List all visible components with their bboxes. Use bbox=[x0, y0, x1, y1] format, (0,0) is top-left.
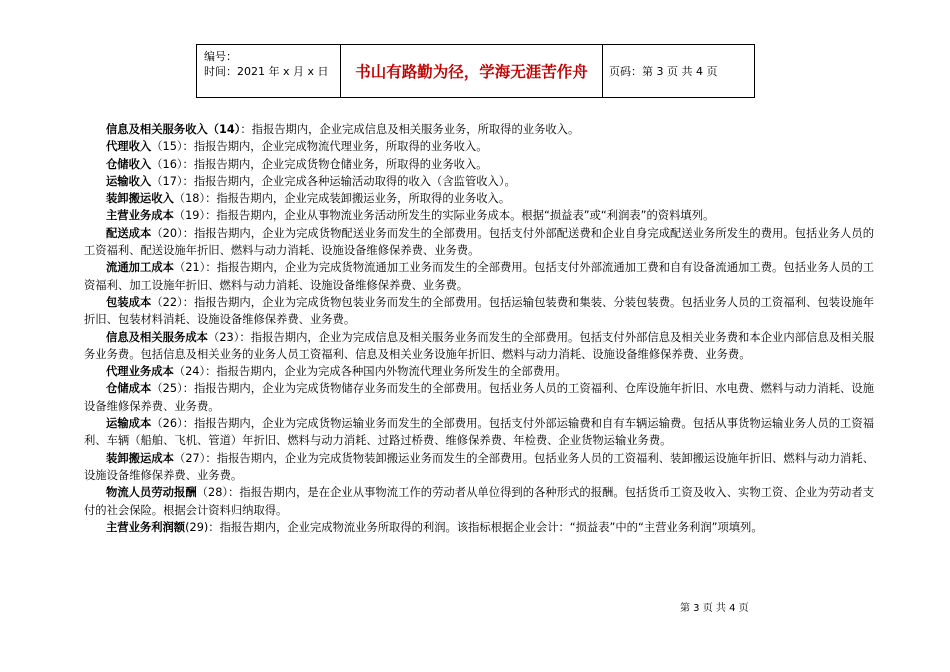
definition-paragraph bbox=[84, 380, 874, 415]
page-footer: 第 3 页 共 4 页 bbox=[680, 603, 749, 614]
definition-term: 物流人员劳动报酬 bbox=[106, 486, 197, 500]
definition-term: 主营业务成本 bbox=[106, 209, 174, 223]
definition-term: 装卸搬运收入 bbox=[106, 192, 174, 206]
definition-paragraph bbox=[84, 294, 874, 329]
definition-paragraph bbox=[84, 121, 874, 138]
definition-paragraph bbox=[84, 415, 874, 450]
header-motto: 书山有路勤为径，学海无涯苦作舟 bbox=[341, 45, 603, 97]
definition-paragraph bbox=[84, 484, 874, 519]
definition-text: (29)：指报告期内，企业完成物流业务所取得的利润。该指标根据企业会计：“损益表”中的“主营业务利润”项填列。 bbox=[185, 520, 763, 534]
definition-term: 信息及相关服务成本 bbox=[106, 330, 208, 344]
definition-text: （25）：指报告期内，企业为完成货物储存业务而发生的全部费用。包括业务人员的工资福利、仓库设施年折旧、水电费、燃料与动力消耗、设施设备维修保养费、业务费。 bbox=[84, 382, 874, 413]
definition-term: 仓储成本 bbox=[106, 382, 152, 396]
definition-text: （15）：指报告期内，企业完成物流代理业务，所取得的业务收入。 bbox=[151, 140, 488, 154]
definition-paragraph bbox=[84, 190, 874, 207]
definition-paragraph bbox=[84, 173, 874, 190]
definition-term: 运输收入 bbox=[106, 174, 152, 188]
document-date: 时间：2021 年 x 月 x 日 bbox=[204, 65, 329, 78]
definition-paragraph bbox=[84, 519, 874, 536]
header-meta bbox=[197, 45, 341, 97]
definition-text: （22）：指报告期内，企业为完成货物包装业务而发生的全部费用。包括运输包装费和集装、分装包装费。包括业务人员的工资福利、包装设施年折旧、包装材料消耗、设施设备维修保养费、业务费。 bbox=[84, 295, 874, 327]
definition-text: （24）：指报告期内，企业为完成各种国内外物流代理业务所发生的全部费用。 bbox=[173, 365, 567, 379]
document-number-label: 编号： bbox=[204, 50, 237, 63]
definition-term: 信息及相关服务收入（14） bbox=[106, 123, 241, 136]
definition-text: ：指报告期内，企业完成信息及相关服务业务，所取得的业务收入。 bbox=[240, 123, 580, 136]
definition-text: （16）：指报告期内，企业完成货物仓储业务，所取得的业务收入。 bbox=[151, 157, 488, 171]
definition-term: 代理收入 bbox=[106, 140, 152, 154]
definition-paragraph bbox=[84, 207, 874, 224]
definition-term: 仓储收入 bbox=[106, 157, 152, 171]
definition-paragraph bbox=[84, 225, 874, 260]
definition-term: 装卸搬运成本 bbox=[106, 451, 174, 465]
definition-paragraph bbox=[84, 450, 874, 485]
definition-term: 主营业务利润额 bbox=[106, 520, 186, 534]
definition-text: （27）：指报告期内，企业为完成货物装卸搬运业务而发生的全部费用。包括业务人员的工资福利、装卸搬运设施年折旧、燃料与动力消耗、设施设备维修保养费、业务费。 bbox=[84, 451, 874, 482]
definition-term: 运输成本 bbox=[106, 417, 152, 431]
definition-text: （28）：指报告期内，是在企业从事物流工作的劳动者从单位得到的各种形式的报酬。包括货币工资及收入、实物工资、企业为劳动者支付的社会保险。根据会计资料归纳取得。 bbox=[84, 486, 874, 517]
definition-text: （23）：指报告期内，企业为完成信息及相关服务业务而发生的全部费用。包括支付外部信息及相关业务费和本企业内部信息及相关服务业务费。包括信息及相关业务的业务人员工资福利、信息及相关业务设施年折旧、燃料与动力消耗、设施设备维修保养费、业务费。 bbox=[84, 330, 874, 361]
definition-text: （19）：指报告期内，企业从事物流业务活动所发生的实际业务成本。根据“损益表”或“利润表”的资料填列。 bbox=[173, 209, 715, 223]
definition-term: 包装成本 bbox=[106, 295, 152, 309]
definition-text: （20）：指报告期内，企业为完成货物配送业务而发生的全部费用。包括支付外部配送费和企业自身完成配送业务所发生的费用。包括业务人员的工资福利、配送设施年折旧、燃料与动力消耗、设施设备维修保养费、业务费。 bbox=[84, 226, 874, 258]
header-page-number: 页码：第 3 页 共 4 页 bbox=[609, 65, 718, 78]
definition-text: （21）：指报告期内，企业为完成货物流通加工业务而发生的全部费用。包括支付外部流通加工费和自有设备流通加工费。包括业务人员的工资福利、加工设施年折旧、燃料与动力消耗、设施设备维修保养费、业务费。 bbox=[84, 261, 874, 292]
definition-text: （26）：指报告期内，企业为完成货物运输业务而发生的全部费用。包括支付外部运输费和自有车辆运输费。包括从事货物运输业务人员的工资福利、车辆（船舶、飞机、管道）年折旧、燃料与动力消耗、过路过桥费、维修保养费、年检费、企业货物运输业务费。 bbox=[84, 417, 874, 448]
page-header bbox=[196, 44, 755, 98]
definition-text: （17）：指报告期内，企业完成各种运输活动取得的收入（含监管收入）。 bbox=[151, 174, 516, 188]
definition-term: 配送成本 bbox=[106, 226, 152, 240]
definition-paragraph bbox=[84, 363, 874, 380]
definition-paragraph bbox=[84, 156, 874, 173]
definition-term: 代理业务成本 bbox=[106, 365, 174, 379]
definition-term: 流通加工成本 bbox=[106, 261, 174, 275]
definition-text: （18）：指报告期内，企业完成装卸搬运业务，所取得的业务收入。 bbox=[173, 192, 511, 206]
document-body bbox=[84, 121, 874, 536]
definition-paragraph bbox=[84, 259, 874, 294]
definition-paragraph bbox=[84, 329, 874, 364]
definition-paragraph bbox=[84, 138, 874, 155]
